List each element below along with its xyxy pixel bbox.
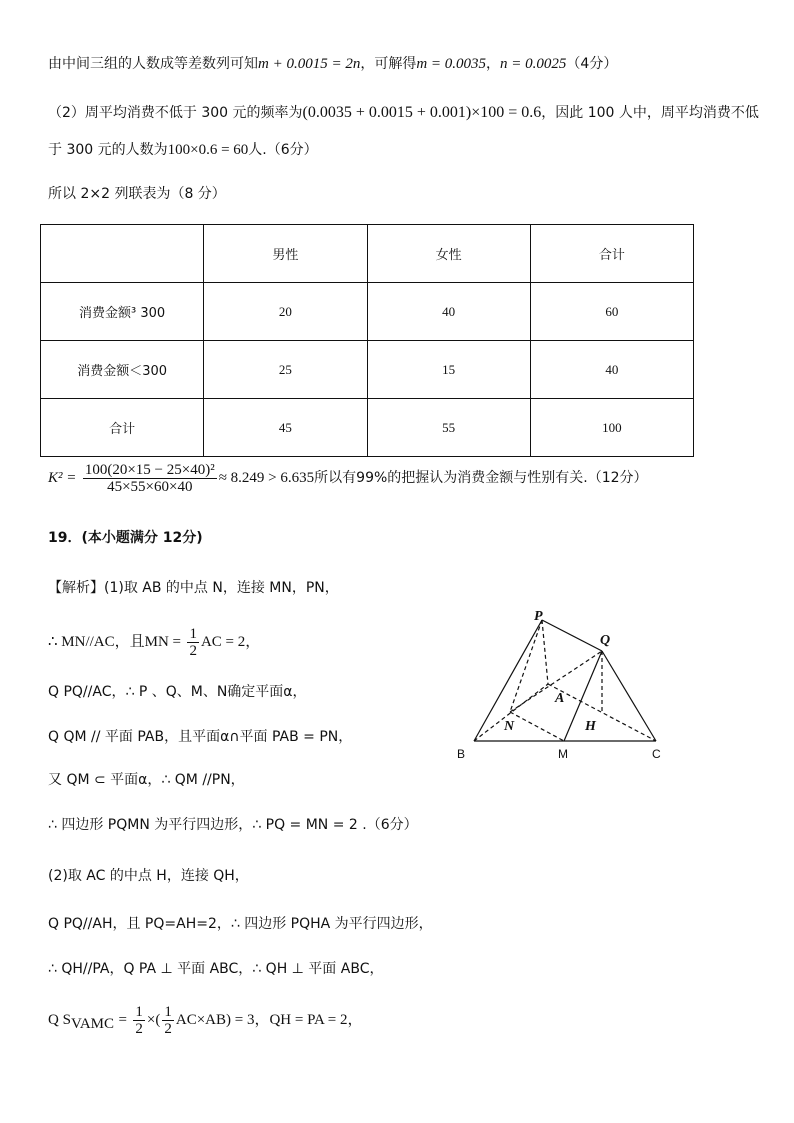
- edge-PA: [542, 620, 548, 684]
- question-title: 19．(本小题满分 12分): [48, 530, 203, 546]
- score-note: （4分）: [566, 56, 618, 72]
- solution-step: Q PQ//AC，∴ P 、Q、M、N确定平面α，: [48, 684, 307, 700]
- fraction: [162, 1004, 174, 1037]
- text: ×(: [146, 1012, 161, 1028]
- fraction-numerator: 1: [164, 1003, 172, 1020]
- label-Q: Q: [600, 633, 611, 648]
- fraction-denominator: 2: [164, 1020, 172, 1037]
- solution-step: (2)取 AC 的中点 H，连接 QH，: [48, 868, 249, 884]
- subscript: VAMC: [70, 1015, 115, 1032]
- text: AC×AB) = 3，QH = PA = 2，: [175, 1012, 363, 1028]
- text: 人.（6分）: [248, 142, 318, 158]
- solution-step: ∴ 四边形 PQMN 为平行四边形，∴ PQ = MN = 2 .（6分）: [48, 817, 418, 833]
- edge-PQ: [542, 620, 602, 651]
- solution-step: 又 QM ⊂ 平面α，∴ QM //PN，: [48, 772, 245, 788]
- label-H: H: [585, 719, 596, 734]
- table-cell: [41, 225, 204, 283]
- solution-step: Q QM // 平面 PAB，且平面α∩平面 PAB = PN，: [48, 729, 353, 745]
- solution-line-1: [48, 54, 617, 74]
- equation: n = 0.0025: [500, 56, 567, 72]
- table-header-total: 合计: [530, 225, 693, 283]
- table-cell: 20: [204, 283, 367, 341]
- table-intro: 所以 2×2 列联表为（8 分）: [48, 186, 226, 202]
- equation: (0.0035 + 0.0015 + 0.001)×100 = 0.6: [302, 104, 542, 121]
- fraction-denominator: 2: [135, 1020, 143, 1037]
- edge-QC: [602, 651, 656, 741]
- table-cell: 55: [367, 399, 530, 457]
- fraction: [187, 626, 199, 659]
- table-cell: 消费金额＜300: [41, 341, 204, 399]
- text: ，: [486, 56, 501, 72]
- label-N: N: [504, 719, 515, 734]
- solution-step: Q PQ//AH，且 PQ=AH=2，∴ 四边形 PQHA 为平行四边形，: [48, 916, 433, 932]
- label-P: P: [534, 609, 543, 624]
- table-cell: 40: [530, 341, 693, 399]
- text: ，可解得: [360, 56, 417, 72]
- solution-line-3: [48, 140, 318, 160]
- text: ∴ MN//AC，且MN =: [48, 634, 182, 650]
- table-cell: 40: [367, 283, 530, 341]
- solution-step: [48, 1000, 363, 1044]
- solution-step: [48, 622, 260, 662]
- table-header-female: 女性: [367, 225, 530, 283]
- contingency-table: [40, 224, 694, 457]
- fraction: [83, 462, 217, 495]
- text: 所以有99%的把握认为消费金额与性别有关.（12分）: [314, 470, 648, 486]
- table-cell: 15: [367, 341, 530, 399]
- fraction-numerator: 1: [189, 625, 197, 642]
- solution-line-2: [48, 103, 759, 123]
- label-M: M: [558, 747, 568, 761]
- table-cell: 消费金额³ 300: [41, 283, 204, 341]
- chi-square-line: [48, 458, 648, 498]
- text: Q S: [48, 1012, 71, 1028]
- table-header-row: [41, 225, 694, 283]
- fraction-denominator: 2: [189, 642, 197, 659]
- equation: ≈ 8.249 > 6.635: [218, 470, 315, 486]
- fraction: [133, 1004, 145, 1037]
- equation: 100×0.6 = 60: [167, 142, 249, 158]
- solution-step: 【解析】(1)取 AB 的中点 N，连接 MN，PN，: [48, 580, 339, 596]
- table-cell: 60: [530, 283, 693, 341]
- table-header-male: 男性: [204, 225, 367, 283]
- fraction-numerator: 100(20×15 − 25×40)²: [84, 461, 215, 478]
- equation: K² =: [48, 470, 77, 486]
- geometry-figure: [452, 606, 672, 764]
- table-row: [41, 341, 694, 399]
- fraction-denominator: 45×55×60×40: [107, 478, 193, 495]
- table-cell: 45: [204, 399, 367, 457]
- text: AC = 2，: [200, 634, 261, 650]
- text: （2）周平均消费不低于 300 元的频率为: [48, 105, 303, 121]
- text: =: [118, 1012, 127, 1028]
- label-A: A: [555, 691, 565, 706]
- text: 于 300 元的人数为: [48, 142, 168, 158]
- table-row: [41, 283, 694, 341]
- table-cell: 100: [530, 399, 693, 457]
- table-cell: 合计: [41, 399, 204, 457]
- fraction-numerator: 1: [135, 1003, 143, 1020]
- equation: m + 0.0015 = 2n: [258, 56, 361, 72]
- edge-PN: [510, 620, 542, 712]
- table-row: [41, 399, 694, 457]
- equation: m = 0.0035: [416, 56, 487, 72]
- text: 由中间三组的人数成等差数列可知: [48, 56, 258, 72]
- edge-NM: [510, 712, 564, 741]
- label-C: C: [652, 747, 661, 761]
- label-B: B: [457, 747, 466, 761]
- solution-step: ∴ QH//PA，Q PA ⊥ 平面 ABC，∴ QH ⊥ 平面 ABC，: [48, 961, 384, 977]
- text: ，因此 100 人中，周平均消费不低: [541, 105, 759, 121]
- table-cell: 25: [204, 341, 367, 399]
